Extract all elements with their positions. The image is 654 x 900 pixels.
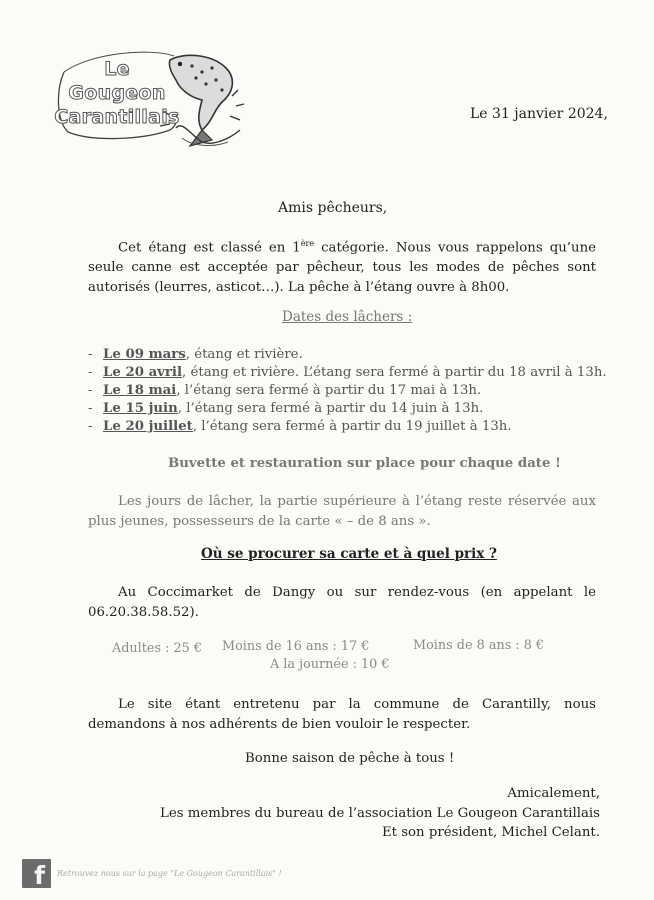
- footer: [22, 858, 282, 888]
- lacher-note: Les jours de lâcher, la partie supérieure à l’étang reste réservée aux plus jeunes, possesseurs de la carte « – de 8 ans ».: [88, 494, 596, 529]
- price-moins16: Moins de 16 ans : 17 €: [222, 639, 370, 654]
- release-dates-list: [88, 346, 608, 436]
- signature-line1: Les membres du bureau de l’association Le Gougeon Carantillais: [160, 806, 600, 821]
- closing: Amicalement,: [507, 786, 600, 801]
- greeting: Amis pêcheurs,: [278, 200, 388, 216]
- price-journee: A la journée : 10 €: [270, 657, 390, 672]
- logo-text-line3: Carantillais: [54, 106, 180, 128]
- list-item: - Le 20 juillet, l’étang sera fermé à partir du 19 juillet à 13h.: [88, 419, 512, 434]
- list-item: - Le 20 avril, étang et rivière. L’étang sera fermé à partir du 18 avril à 13h.: [88, 365, 607, 380]
- carte-paragraph: Au Coccimarket de Dangy ou sur rendez-vous (en appelant le 06.20.38.58.52).: [88, 585, 596, 620]
- season-wish: Bonne saison de pêche à tous !: [245, 751, 455, 766]
- intro-paragraph: [88, 234, 596, 298]
- list-item: - Le 09 mars, étang et rivière.: [88, 347, 303, 362]
- signature-line2: Et son président, Michel Celant.: [381, 825, 600, 840]
- buvette-notice: Buvette et restauration sur place pour chaque date !: [168, 456, 561, 471]
- letter-date: Le 31 janvier 2024,: [470, 106, 608, 122]
- price-adultes: Adultes : 25 €: [112, 641, 202, 656]
- price-moins8: Moins de 8 ans : 8 €: [413, 638, 545, 653]
- intro-text-part1: Cet étang est classé en 1: [118, 240, 301, 256]
- logo-text-line2: Gougeon: [68, 82, 166, 104]
- intro-text-part2: catégorie. Nous vous rappelons qu’une seule canne est acceptée par pêcheur, tous les modes de pêches sont autorisés (leurres, asticot…). La pêche à l’étang ouvre à 8h00.: [88, 240, 597, 296]
- association-logo: [52, 50, 248, 150]
- footer-text: Retrouvez nous sur la page "Le Gougeon Carantillais" !: [57, 868, 282, 878]
- facebook-icon: f: [22, 859, 51, 888]
- site-paragraph: Le site étant entretenu par la commune de Carantilly, nous demandons à nos adhérents de bien vouloir le respecter.: [88, 697, 596, 732]
- list-item: - Le 18 mai, l’étang sera fermé à partir du 17 mai à 13h.: [88, 383, 482, 398]
- list-item: - Le 15 juin, l’étang sera fermé à partir du 14 juin à 13h.: [88, 401, 484, 416]
- logo-text-line1: Le: [104, 58, 130, 80]
- intro-superscript: ère: [300, 239, 315, 248]
- carte-title: Où se procurer sa carte et à quel prix ?: [201, 546, 497, 562]
- dates-title: Dates des lâchers :: [282, 309, 413, 325]
